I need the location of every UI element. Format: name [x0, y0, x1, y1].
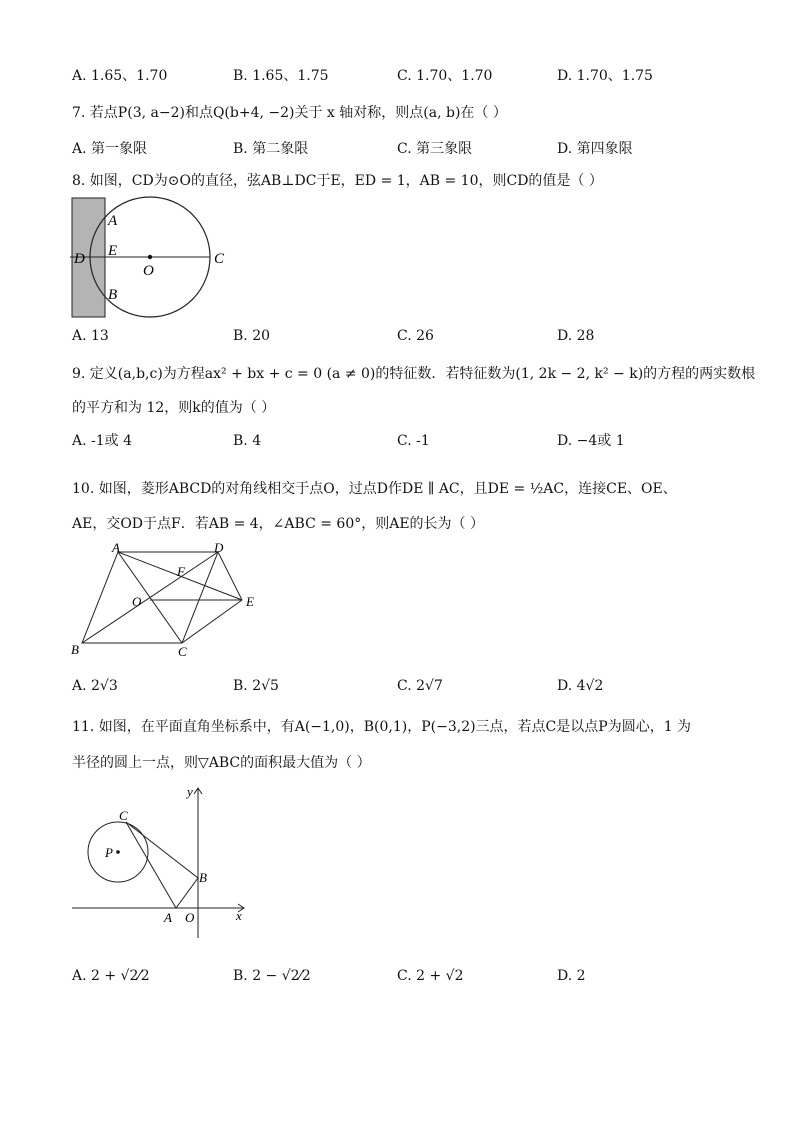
- q6-option-b: B. 1.65、1.75: [233, 68, 329, 84]
- q10-label-o: O: [132, 594, 142, 609]
- q9-option-c: C. -1: [397, 433, 430, 449]
- q8-option-c: C. 26: [397, 328, 434, 344]
- q8-label-b: B: [108, 287, 118, 303]
- q9-option-d: D. −4或 1: [557, 433, 625, 449]
- q10-label-a: A: [112, 540, 120, 555]
- q11-label-a: A: [164, 910, 172, 925]
- q10-label-e: E: [246, 594, 254, 609]
- q9-option-b: B. 4: [233, 433, 262, 449]
- q9-stem-line1: 9. 定义(a,b,c)为方程ax² + bx + c = 0 (a ≠ 0)的特征数．若特征数为(1, 2k − 2, k² − k)的方程的两实数根: [72, 366, 756, 382]
- q8-label-a: A: [108, 213, 118, 229]
- q8-option-b: B. 20: [233, 328, 271, 344]
- q11-option-c: C. 2 + √2: [397, 968, 464, 984]
- q6-option-a: A. 1.65、1.70: [72, 68, 168, 84]
- q8-label-d: D: [74, 251, 85, 267]
- q10-label-c: C: [178, 644, 187, 659]
- q10-label-d: D: [214, 540, 224, 555]
- q11-option-d: D. 2: [557, 968, 586, 984]
- q10-stem-line2: AE，交OD于点F．若AB = 4，∠ABC = 60°，则AE的长为（ ）: [72, 516, 485, 532]
- q9-stem-line2: 的平方和为 12，则k的值为（ ）: [72, 400, 276, 416]
- q10-rhombus-figure: [68, 540, 268, 662]
- q8-label-e: E: [108, 243, 118, 259]
- q11-option-a: A. 2 + √2⁄2: [72, 968, 150, 984]
- q11-label-x: x: [236, 908, 242, 923]
- q8-option-d: D. 28: [557, 328, 595, 344]
- q11-stem-line1: 11. 如图，在平面直角坐标系中，有A(−1,0)，B(0,1)，P(−3,2)三点，若点C是以点P为圆心，1 为: [72, 719, 692, 735]
- q10-segment-de: [218, 552, 242, 600]
- q6-option-c: C. 1.70、1.70: [397, 68, 493, 84]
- q7-option-d: D. 第四象限: [557, 141, 633, 157]
- q10-label-b: B: [71, 642, 79, 657]
- q6-option-d: D. 1.70、1.75: [557, 68, 653, 84]
- q10-diagonal-bd: [82, 552, 218, 643]
- q7-option-a: A. 第一象限: [72, 141, 148, 157]
- q9-option-a: A. -1或 4: [72, 433, 133, 449]
- q8-label-o: O: [143, 263, 154, 279]
- q11-triangle-abc: [126, 822, 198, 908]
- q8-option-a: A. 13: [72, 328, 109, 344]
- q11-label-b: B: [199, 870, 207, 885]
- q10-stem-line1: 10. 如图，菱形ABCD的对角线相交于点O，过点D作DE ∥ AC，且DE = ½AC，连接CE、OE、: [72, 481, 677, 497]
- q11-stem-line2: 半径的圆上一点，则▽ABC的面积最大值为（ ）: [72, 755, 371, 771]
- q11-label-o: O: [185, 910, 195, 925]
- q8-center-dot: [148, 255, 152, 259]
- q11-label-c: C: [119, 808, 128, 823]
- q7-option-b: B. 第二象限: [233, 141, 309, 157]
- q11-label-p: P: [105, 845, 113, 860]
- q7-option-c: C. 第三象限: [397, 141, 473, 157]
- q11-option-b: B. 2 − √2⁄2: [233, 968, 311, 984]
- q8-circle-figure: [70, 195, 240, 321]
- q11-label-y: y: [187, 784, 193, 799]
- q10-label-f: F: [177, 564, 185, 579]
- q10-option-b: B. 2√5: [233, 678, 279, 694]
- q10-option-c: C. 2√7: [397, 678, 443, 694]
- q11-center-dot: [116, 850, 120, 854]
- q8-stem: 8. 如图，CD为⊙O的直径，弦AB⊥DC于E，ED = 1，AB = 10，则CD的值是（ ）: [72, 173, 603, 189]
- q10-option-d: D. 4√2: [557, 678, 604, 694]
- q10-option-a: A. 2√3: [72, 678, 118, 694]
- q7-stem: 7. 若点P(3, a−2)和点Q(b+4, −2)关于 x 轴对称，则点(a, b)在（ ）: [72, 105, 507, 121]
- q8-label-c: C: [214, 251, 225, 267]
- q11-coordinate-figure: [68, 782, 258, 942]
